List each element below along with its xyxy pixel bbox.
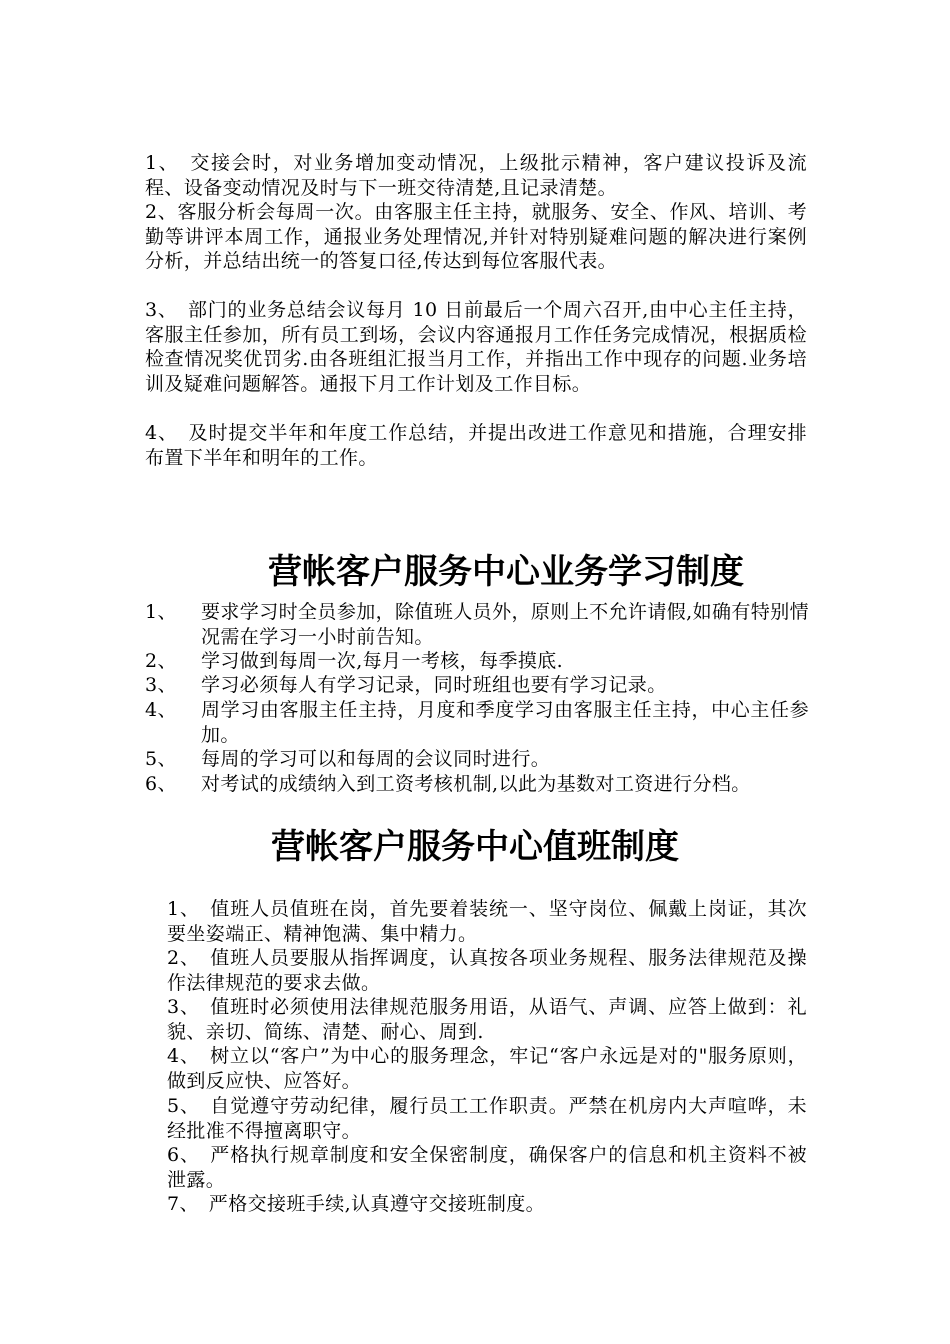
section1-item-4: 4、 及时提交半年和年度工作总结，并提出改进工作意见和措施，合理安排布置下半年和明年的工作。 [145, 422, 807, 469]
section2-title: 营帐客户服务中心业务学习制度 [268, 552, 744, 592]
section3-item-1: 1、 值班人员值班在岗，首先要着装统一、坚守岗位、佩戴上岗证，其次要坐姿端正、精神饱满、集中精力。 [167, 898, 807, 945]
section2-item-2 [145, 649, 809, 674]
section3-item-3: 3、 值班时必须使用法律规范服务用语，从语气、声调、应答上做到：礼貌、亲切、简练、清楚、耐心、周到. [167, 996, 807, 1043]
list-number: 4、 [145, 699, 177, 721]
list-number: 1、 [145, 601, 177, 623]
list-text: 每周的学习可以和每周的会议同时进行。 [201, 748, 551, 770]
section3-item-7: 7、 严格交接班手续,认真遵守交接班制度。 [167, 1193, 546, 1215]
section1-item-1: 1、 交接会时，对业务增加变动情况，上级批示精神，客户建议投诉及流程、设备变动情况及时与下一班交待清楚,且记录清楚。 [145, 152, 807, 199]
list-text: 学习做到每周一次,每月一考核，每季摸底. [201, 650, 564, 672]
list-number: 3、 [145, 674, 177, 696]
list-text: 对考试的成绩纳入到工资考核机制,以此为基数对工资进行分档。 [201, 773, 751, 795]
list-number: 5、 [145, 748, 177, 770]
section3-item-4: 4、 树立以“客户”为中心的服务理念，牢记“客户永远是对的"服务原则，做到反应快、应答好。 [167, 1045, 807, 1092]
section3-item-6: 6、 严格执行规章制度和安全保密制度，确保客户的信息和机主资料不被泄露。 [167, 1144, 807, 1191]
section3-title: 营帐客户服务中心值班制度 [271, 827, 679, 867]
section1-item-2: 2、客服分析会每周一次。由客服主任主持，就服务、安全、作风、培训、考勤等讲评本周工作，通报业务处理情况,并针对特别疑难问题的解决进行案例分析，并总结出统一的答复口径,传达到每位客服代表。 [145, 201, 807, 272]
section2-item-3 [145, 673, 809, 698]
section3-item-2: 2、 值班人员要服从指挥调度，认真按各项业务规程、服务法律规范及操作法律规范的要求去做。 [167, 947, 807, 994]
list-number: 6、 [145, 773, 177, 795]
section1-item-3: 3、 部门的业务总结会议每月 10 日前最后一个周六召开,由中心主任主持，客服主任参加，所有员工到场，会议内容通报月工作任务完成情况，根据质检检查情况奖优罚劣.由各班组汇报当月工作，并指出工作中现存的问题.业务培训及疑难问题解答。通报下月工作计划及工作目标。 [145, 299, 807, 395]
section3-item-5: 5、 自觉遵守劳动纪律，履行员工工作职责。严禁在机房内大声喧哗，未经批准不得擅离职守。 [167, 1095, 807, 1142]
list-text: 周学习由客服主任主持，月度和季度学习由客服主任主持，中心主任参加。 [201, 699, 809, 746]
list-number: 2、 [145, 650, 177, 672]
section2-item-5 [145, 747, 809, 772]
section2-item-1 [145, 600, 809, 649]
section2-item-6 [145, 772, 809, 797]
section2-item-4 [145, 698, 809, 747]
list-text: 要求学习时全员参加，除值班人员外，原则上不允许请假,如确有特别情况需在学习一小时前告知。 [201, 601, 809, 648]
list-text: 学习必须每人有学习记录，同时班组也要有学习记录。 [201, 674, 667, 696]
